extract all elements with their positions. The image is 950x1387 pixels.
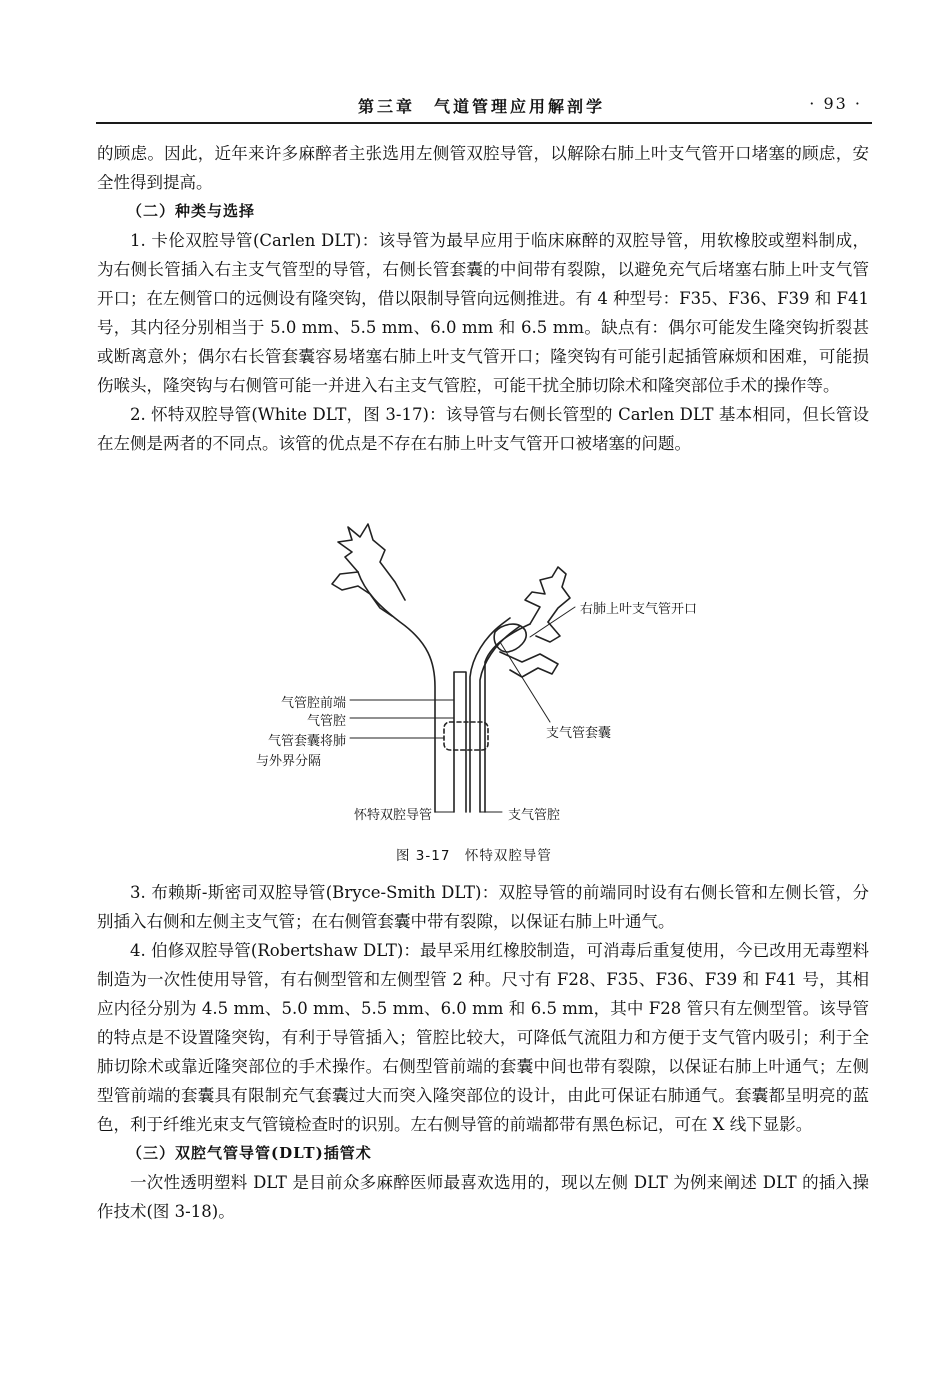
figure-white-dlt	[240, 512, 740, 830]
paragraph-bryce-smith-dlt: 3. 布赖斯-斯密司双腔导管(Bryce-Smith DLT)：双腔导管的前端同时设有右侧长管和左侧长管，分别插入右侧和左侧主支气管；在右侧管套囊中带有裂隙，以保证右肺上叶通气。	[97, 883, 869, 931]
paragraph-carlen-dlt: 1. 卡伦双腔导管(Carlen DLT)：该导管为最早应用于临床麻醉的双腔导管，用软橡胶或塑料制成，为右侧长管插入右主支气管型的导管，右侧长管套囊的中间带有裂隙，以避免充气后堵塞右肺上叶支气管开口；在左侧管口的远侧设有隆突钩，借以限制导管向远侧推进。有 4 种型号：F35、F36、F39 和 F41 号，其内径分别相当于 5.0 mm、5.5 mm、6.0 mm 和 6.5 mm。缺点有：偶尔可能发生隆突钩折裂甚或断离意外；偶尔右长管套囊容易堵塞右肺上叶支气管开口；隆突钩有可能引起插管麻烦和困难，可能损伤喉头，隆突钩与右侧管可能一并进入右主支气管腔，可能干扰全肺切除术和隆突部位手术的操作等。	[97, 231, 869, 395]
label-bronchial-lumen: 支气管腔	[508, 808, 561, 823]
right-bronchial-tree	[525, 567, 570, 624]
page-number: · 93 ·	[809, 94, 862, 113]
left-bronchial-tree-2	[332, 572, 392, 616]
tube-tracheal-lumen	[454, 672, 466, 812]
label-upper-lobe-opening: 右肺上叶支气管开口	[580, 602, 698, 617]
continued-paragraph: 的顾虑。因此，近年来许多麻醉者主张选用左侧管双腔导管，以解除右肺上叶支气管开口堵塞的顾虑，安全性得到提高。	[97, 144, 869, 192]
label-bronchial-cuff: 支气管套囊	[546, 726, 612, 741]
paragraph-robertshaw-dlt: 4. 伯修双腔导管(Robertshaw DLT)：最早采用红橡胶制造，可消毒后重复使用，今已改用无毒塑料制造为一次性使用导管，有右侧型管和左侧型管 2 种。尺寸有 F28、F35、F36、F39 和 F41 号，其相应内径分别为 4.5 mm、5.0 mm、5.5 mm、6.0 mm 和 6.5 mm，其中 F28 管只有左侧型管。该导管的特点是不设置隆突钩，有利于导管插入；管腔比较大，可降低气流阻力和方便于支气管内吸引；利于全肺切除术或靠近隆突部位的手术操作。右侧型管前端的套囊中间也带有裂隙，以保证右肺上叶通气；左侧型管前端的套囊具有限制充气套囊过大而突入隆突部位的设计，由此可保证右肺通气。套囊都呈明亮的蓝色，利于纤维光束支气管镜检查时的识别。左右侧导管的前端都带有黑色标记，可在 X 线下显影。	[97, 941, 870, 1134]
chapter-title: 第三章 气道管理应用解剖学	[358, 97, 606, 116]
label-tracheal-lumen: 气管腔	[306, 714, 346, 729]
trachea-outline	[358, 572, 435, 812]
running-header	[96, 88, 872, 124]
section-heading: （二）种类与选择	[127, 202, 256, 220]
paragraph-white-dlt: 2. 怀特双腔导管(White DLT，图 3-17)：该导管与右侧长管型的 Carlen DLT 基本相同，但长管设在左侧是两者的不同点。该管的优点是不存在右肺上叶支气管开口被堵塞的问题。	[97, 405, 869, 453]
label-tracheal-cuff-line1: 气管套囊将肺	[267, 734, 346, 749]
figure-caption: 图 3-17 怀特双腔导管	[396, 848, 552, 864]
airway-tube-diagram	[240, 512, 740, 830]
body-text-bottom	[97, 878, 869, 1226]
paragraph-dlt-intubation: 一次性透明塑料 DLT 是目前众多麻醉医师最喜欢选用的，现以左侧 DLT 为例来阐述 DLT 的插入操作技术(图 3-18)。	[97, 1173, 869, 1221]
tube-bronchial-lumen-2	[480, 626, 520, 812]
section-heading: （三）双腔气管导管(DLT)插管术	[127, 1144, 372, 1162]
leader-bronchial-cuff	[500, 642, 550, 722]
body-text-top	[97, 139, 869, 458]
label-tracheal-cuff-line2: 与外界分隔	[256, 754, 322, 769]
tube-bronchial-lumen	[470, 618, 510, 812]
label-white-dlt: 怀特双腔导管	[353, 808, 432, 823]
label-lumen-front-end: 气管腔前端	[280, 696, 346, 711]
